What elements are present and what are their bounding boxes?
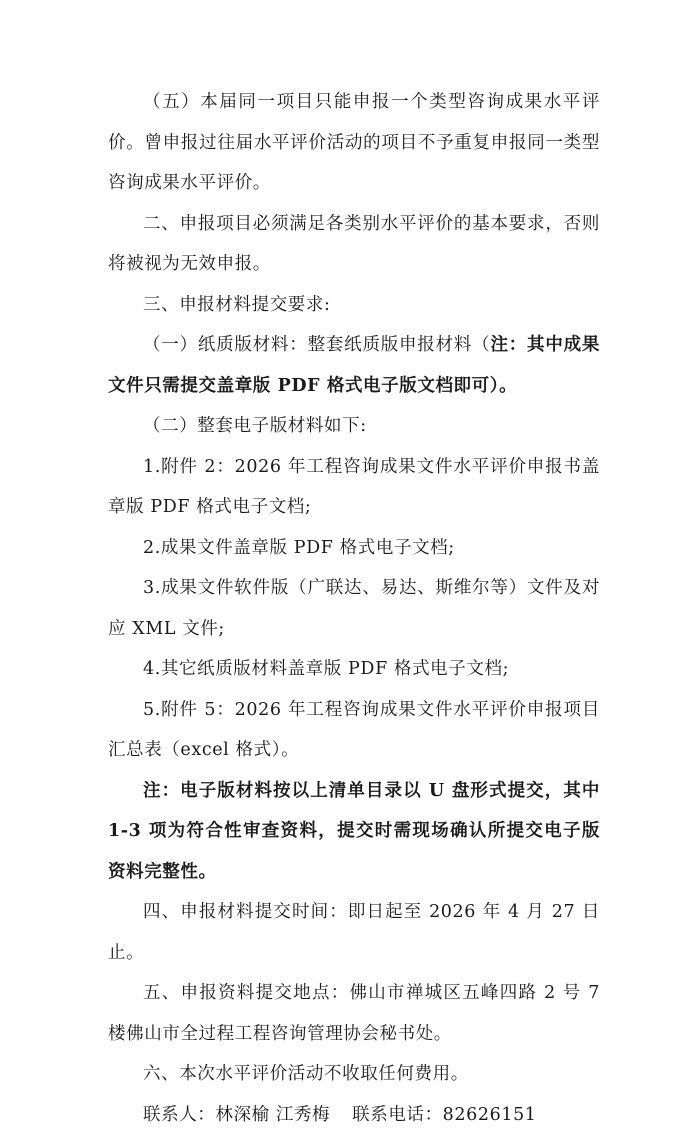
list-item-attachment-5: 5.附件 5：2026 年工程咨询成果文件水平评价申报项目汇总表（excel 格式）。 <box>108 690 600 771</box>
contact-phone: 联系电话：82626151 <box>352 1105 536 1125</box>
list-item-attachment-2: 1.附件 2：2026 年工程咨询成果文件水平评价申报书盖章版 PDF 格式电子文档; <box>108 447 600 528</box>
list-item-other-pdf: 4.其它纸质版材料盖章版 PDF 格式电子文档; <box>108 649 600 690</box>
document-body <box>108 82 600 1135</box>
list-item-result-file-pdf: 2.成果文件盖章版 PDF 格式电子文档; <box>108 528 600 569</box>
paragraph-basic-requirements: 二、申报项目必须满足各类别水平评价的基本要求，否则将被视为无效申报。 <box>108 204 600 285</box>
paper-materials-text: （一）纸质版材料：整套纸质版申报材料（ <box>143 335 490 355</box>
paragraph-no-fee: 六、本次水平评价活动不收取任何费用。 <box>108 1054 600 1095</box>
paragraph-usb-note: 注：电子版材料按以上清单目录以 U 盘形式提交，其中 1-3 项为符合性审查资料，提交时需现场确认所提交电子版资料完整性。 <box>108 771 600 893</box>
heading-electronic-materials: （二）整套电子版材料如下: <box>108 406 600 447</box>
list-item-software-files: 3.成果文件软件版（广联达、易达、斯维尔等）文件及对应 XML 文件; <box>108 568 600 649</box>
paper-materials-note: 注：其中成果文件只需提交盖章版 PDF 格式电子版文档即可）。 <box>108 335 600 396</box>
paragraph-single-type-rule: （五）本届同一项目只能申报一个类型咨询成果水平评价。曾申报过往届水平评价活动的项目不予重复申报同一类型咨询成果水平评价。 <box>108 82 600 204</box>
paragraph-paper-materials <box>108 325 600 406</box>
contact-line <box>108 1095 600 1135</box>
paragraph-deadline: 四、申报材料提交时间：即日起至 2026 年 4 月 27 日止。 <box>108 892 600 973</box>
contact-persons: 联系人：林深榆 江秀梅 <box>143 1105 330 1125</box>
paragraph-location: 五、申报资料提交地点：佛山市禅城区五峰四路 2 号 7 楼佛山市全过程工程咨询管理协会秘书处。 <box>108 973 600 1054</box>
heading-submission-requirements: 三、申报材料提交要求: <box>108 285 600 326</box>
